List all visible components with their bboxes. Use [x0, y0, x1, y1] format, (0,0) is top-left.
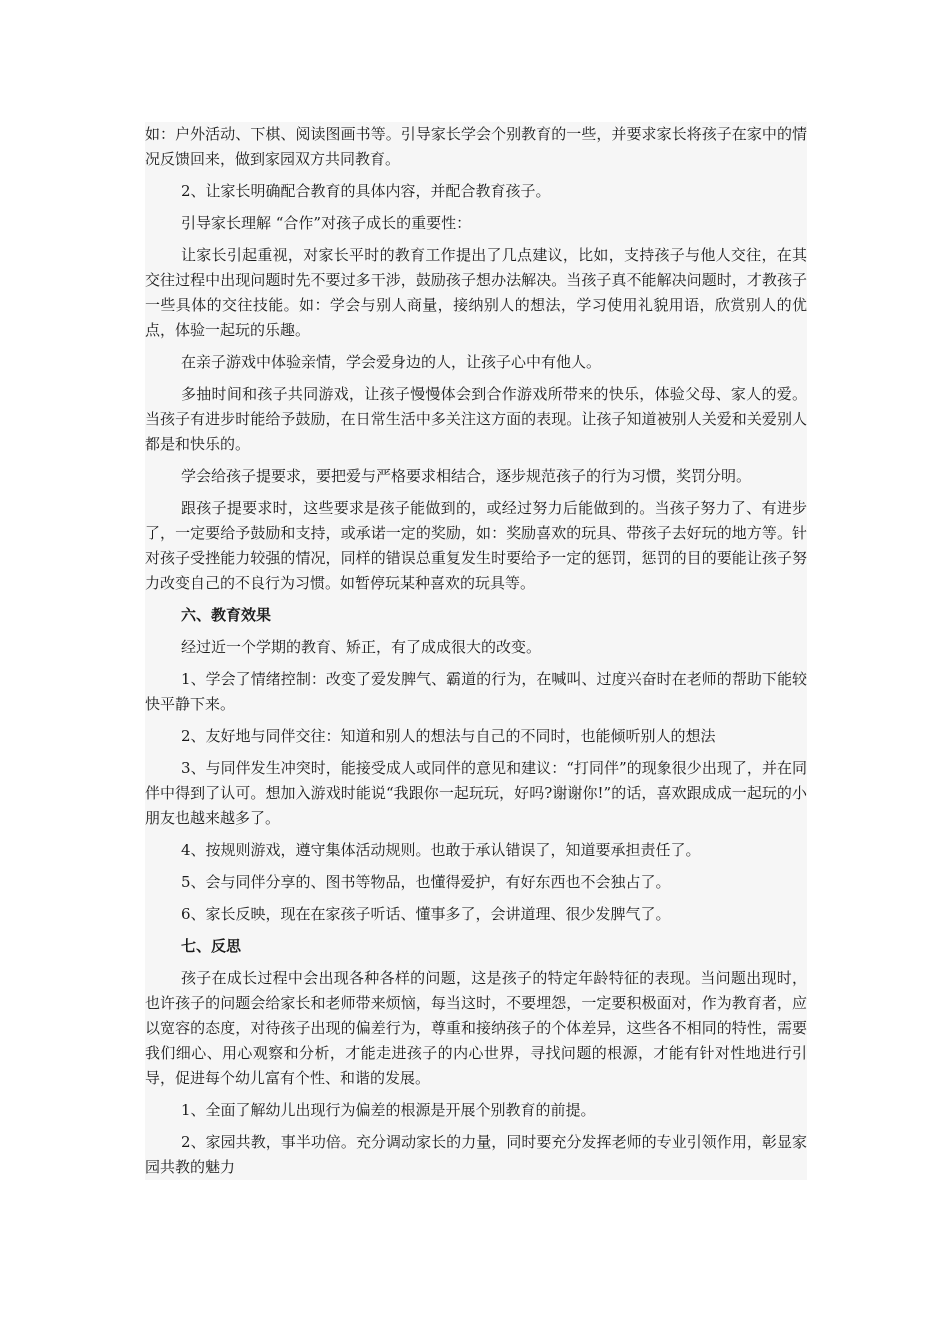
paragraph: 5、会与同伴分享的、图书等物品，也懂得爱护，有好东西也不会独占了。: [181, 873, 671, 891]
paragraph: 1、学会了情绪控制：改变了爱发脾气、霸道的行为，在喊叫、过度兴奋时在老师的帮助下能较快平静下来。: [145, 670, 807, 713]
paragraph: 引导家长理解 “合作”对孩子成长的重要性：: [181, 214, 472, 232]
paragraph: 2、友好地与同伴交往：知道和别人的想法与自己的不同时，也能倾听别人的想法: [181, 727, 716, 745]
paragraph: 让家长引起重视，对家长平时的教育工作提出了几点建议，比如，支持孩子与他人交往，在其交往过程中出现问题时先不要过多干涉，鼓励孩子想办法解决。当孩子真不能解决问题时，才教孩子一些具体的交往技能。如：学会与别人商量，接纳别人的想法，学习使用礼貌用语，欣赏别人的优点，体验一起玩的乐趣。: [145, 246, 807, 339]
paragraph: 3、与同伴发生冲突时，能接受成人或同伴的意见和建议：“打同伴”的现象很少出现了，并在同伴中得到了认可。想加入游戏时能说“我跟你一起玩玩，好吗?谢谢你!”的话，喜欢跟成成一起玩的小朋友也越来越多了。: [145, 759, 807, 827]
document-body: [145, 122, 807, 1180]
paragraph: 跟孩子提要求时，这些要求是孩子能做到的，或经过努力后能做到的。当孩子努力了、有进步了，一定要给予鼓励和支持，或承诺一定的奖励，如：奖励喜欢的玩具、带孩子去好玩的地方等。针对孩子受挫能力较强的情况，同样的错误总重复发生时要给予一定的惩罚，惩罚的目的要能让孩子努力改变自己的不良行为习惯。如暂停玩某种喜欢的玩具等。: [145, 499, 807, 592]
paragraph: 学会给孩子提要求，要把爱与严格要求相结合，逐步规范孩子的行为习惯，奖罚分明。: [181, 467, 752, 485]
paragraph: 孩子在成长过程中会出现各种各样的问题，这是孩子的特定年龄特征的表现。当问题出现时，也许孩子的问题会给家长和老师带来烦恼，每当这时，不要埋怨，一定要积极面对，作为教育者，应以宽容的态度，对待孩子出现的偏差行为，尊重和接纳孩子的个体差异，这些各不相同的特性，需要我们细心、用心观察和分析，才能走进孩子的内心世界，寻找问题的根源，才能有针对性地进行引导，促进每个幼儿富有个性、和谐的发展。: [145, 969, 807, 1087]
paragraph: 在亲子游戏中体验亲情，学会爱身边的人，让孩子心中有他人。: [181, 353, 602, 371]
paragraph: 6、家长反映，现在在家孩子听话、懂事多了，会讲道理、很少发脾气了。: [181, 905, 671, 923]
paragraph: 多抽时间和孩子共同游戏，让孩子慢慢体会到合作游戏所带来的快乐，体验父母、家人的爱。当孩子有进步时能给予鼓励，在日常生活中多关注这方面的表现。让孩子知道被别人关爱和关爱别人都是和快乐的。: [145, 385, 807, 453]
section-heading: 七、反思: [181, 937, 242, 955]
paragraph: 2、家园共教，事半功倍。充分调动家长的力量，同时要充分发挥老师的专业引领作用，彰显家园共教的魅力: [145, 1133, 807, 1176]
paragraph: 如：户外活动、下棋、阅读图画书等。引导家长学会个别教育的一些，并要求家长将孩子在家中的情况反馈回来，做到家园双方共同教育。: [145, 125, 807, 168]
paragraph: 经过近一个学期的教育、矫正，有了成成很大的改变。: [181, 638, 542, 656]
paragraph: 1、全面了解幼儿出现行为偏差的根源是开展个别教育的前提。: [181, 1101, 596, 1119]
paragraph: 4、按规则游戏，遵守集体活动规则。也敢于承认错误了，知道要承担责任了。: [181, 841, 701, 859]
paragraph: 2、让家长明确配合教育的具体内容，并配合教育孩子。: [181, 182, 551, 200]
section-heading: 六、教育效果: [181, 606, 272, 624]
